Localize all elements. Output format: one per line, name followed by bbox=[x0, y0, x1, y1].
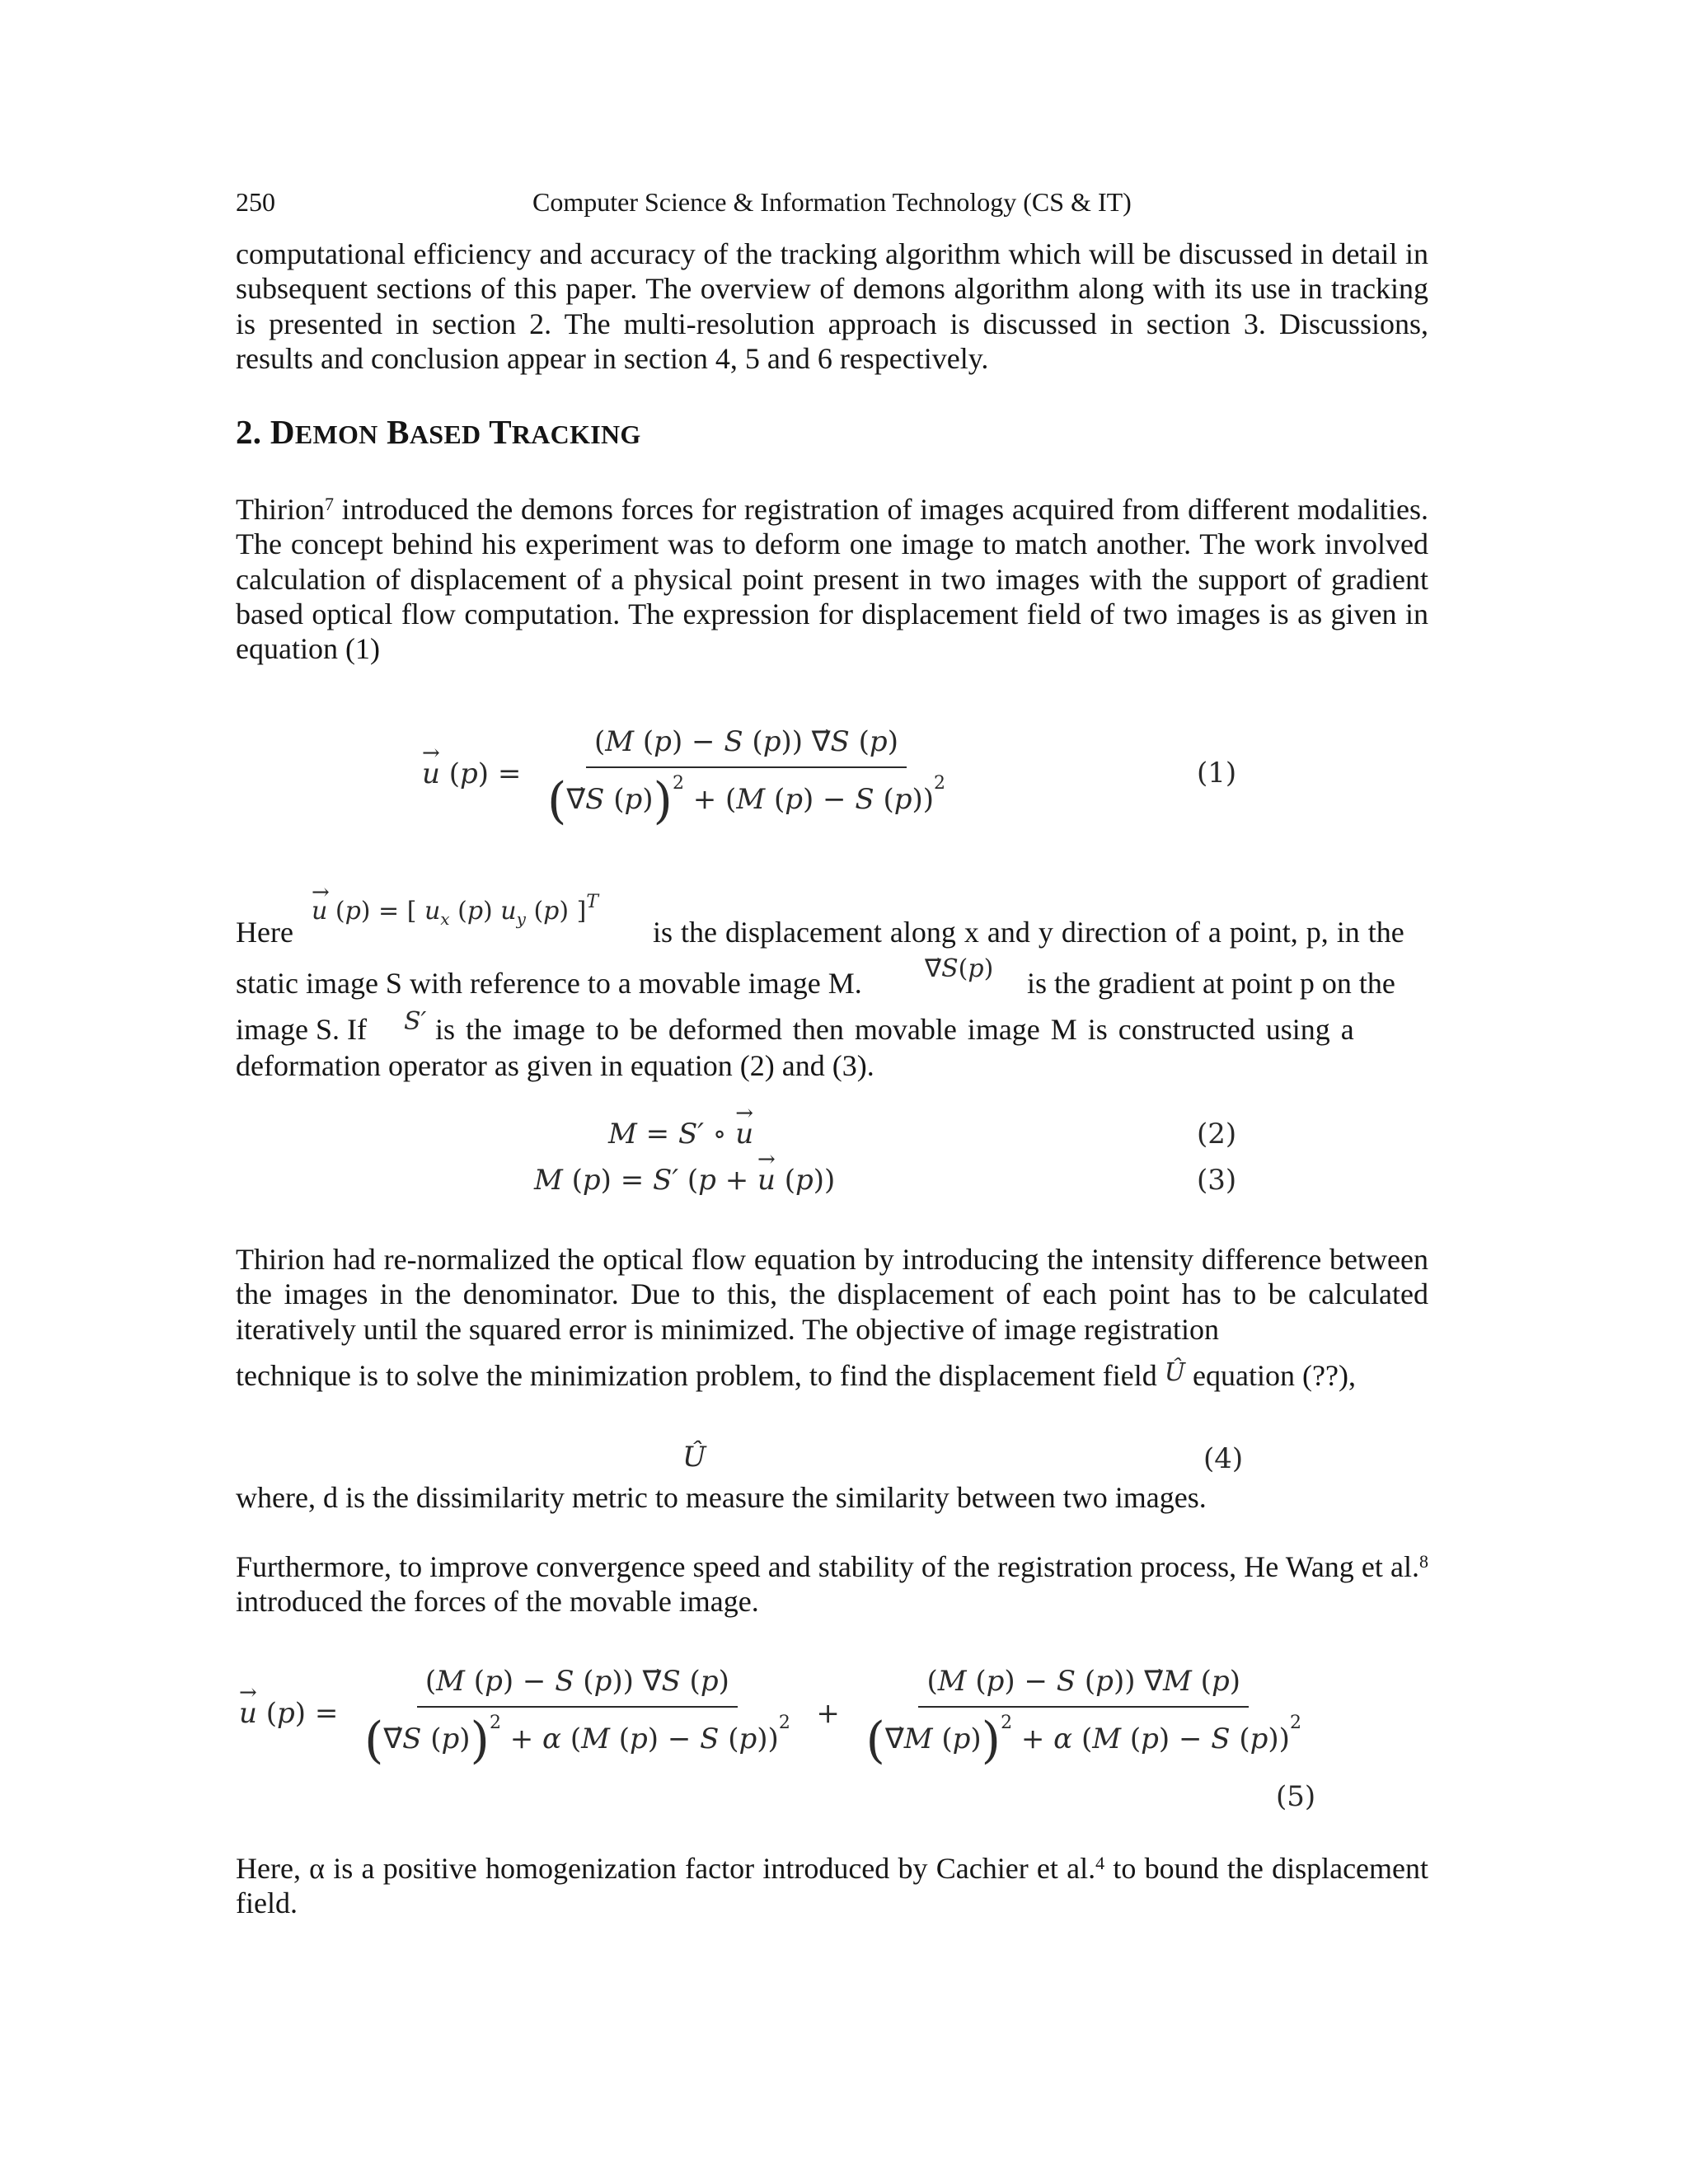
equation-2: M = S′ ∘ → u bbox=[608, 1118, 753, 1151]
equation-1: → u (p) = $\frac{(M (p) - S (p)) \nabla⃗S (p)}{(\nabla⃗S (p))^2 + (M (p) - S (p))^2}$ bbox=[422, 725, 954, 826]
running-title: Computer Science & Information Technology (CS & IT) bbox=[532, 187, 1132, 217]
paragraph-wang: Furthermore, to improve convergence speed and stability of the registration process, He Wang et al.$^8$ introduced the forces of the movable image. bbox=[236, 1550, 1428, 1619]
equation-3-number: (3) bbox=[1197, 1164, 1237, 1197]
page-number: 250 bbox=[236, 187, 275, 217]
paragraph-renormalized: Thirion had re-normalized the optical flow equation by introducing the intensity difference between the images in the denominator. Due to this, the displacement of each point has to be calculated iteratively until the squared error is minimized. The objective of image registration bbox=[236, 1243, 1428, 1346]
equation-4-number: (4) bbox=[1203, 1442, 1244, 1475]
gradient-s-math: ∇⃗S(p) bbox=[925, 954, 994, 983]
equation-2-number: (2) bbox=[1197, 1118, 1237, 1151]
intro-paragraph: computational efficiency and accuracy of the tracking algorithm which will be discussed in detail in subsequent sections of this paper. The overview of demons algorithm along with its use in tracking is presented in section 2. The multi-resolution approach is discussed in section 3. Discussions, results and conclusion appear in section 4, 5 and 6 respectively. bbox=[236, 237, 1428, 375]
equation-5: → u (p) = $\frac{(M (p) - S (p)) \nabla⃗S (p)}{(\nabla⃗S (p))^2 + \alpha (M (p) - S (p))^2}$ + $\frac{(M (p) - S (p)) \nabla⃗M (p)}{(\nabla⃗M (p))^2 + \alpha (M (p) - S (p))^2}$ bbox=[239, 1665, 1310, 1765]
citation: 7 bbox=[324, 494, 334, 514]
equation-5-number: (5) bbox=[1276, 1780, 1316, 1813]
section-number: 2. bbox=[236, 413, 262, 451]
paragraph-here: Here → u (p) = [ $u_x$ (p) $u_y$ (p) ]$^T$ is the displacement along x and y direction of a point, p, in the static image S with reference to a movable image M. ∇⃗S(p) is the gradient at point p on the image S. If S′ is the image to be deformed then movable image M is constructed using a deformation operator as given in equation (2) and (3). bbox=[236, 888, 1428, 1083]
equation-1-number: (1) bbox=[1197, 757, 1237, 790]
paragraph-renormalized-last-line: technique is to solve the minimization problem, to find the displacement field Û equation (??), bbox=[236, 1358, 1356, 1392]
paragraph-alpha: Here, α is a positive homogenization factor introduced by Cachier et al.$^4$ to bound the displacement field. bbox=[236, 1852, 1429, 1920]
section-heading: 2. DEMON BASED TRACKING bbox=[236, 413, 641, 451]
paragraph-thirion: Thirion$^7$ introduced the demons forces for registration of images acquired from different modalities. The concept behind his experiment was to deform one image to match another. The work involved calculation of displacement of a physical point present in two images with the support of gradient based optical flow computation. The expression for displacement field of two images is as given in equation (1) bbox=[236, 493, 1428, 666]
displacement-vector-math: → u (p) = [ $u_x$ (p) $u_y$ (p) ]$^T$ bbox=[312, 897, 598, 929]
paragraph-dissimilarity: where, d is the dissimilarity metric to measure the similarity between two images. bbox=[236, 1481, 1207, 1514]
u-hat-math: Û bbox=[1164, 1358, 1186, 1387]
citation: 8 bbox=[1419, 1551, 1428, 1572]
equation-4: Û bbox=[682, 1441, 706, 1474]
equation-3: M (p) = S′ (p + → u (p)) bbox=[534, 1164, 835, 1197]
citation: 4 bbox=[1095, 1853, 1105, 1873]
s-prime-math: S′ bbox=[404, 1007, 427, 1036]
